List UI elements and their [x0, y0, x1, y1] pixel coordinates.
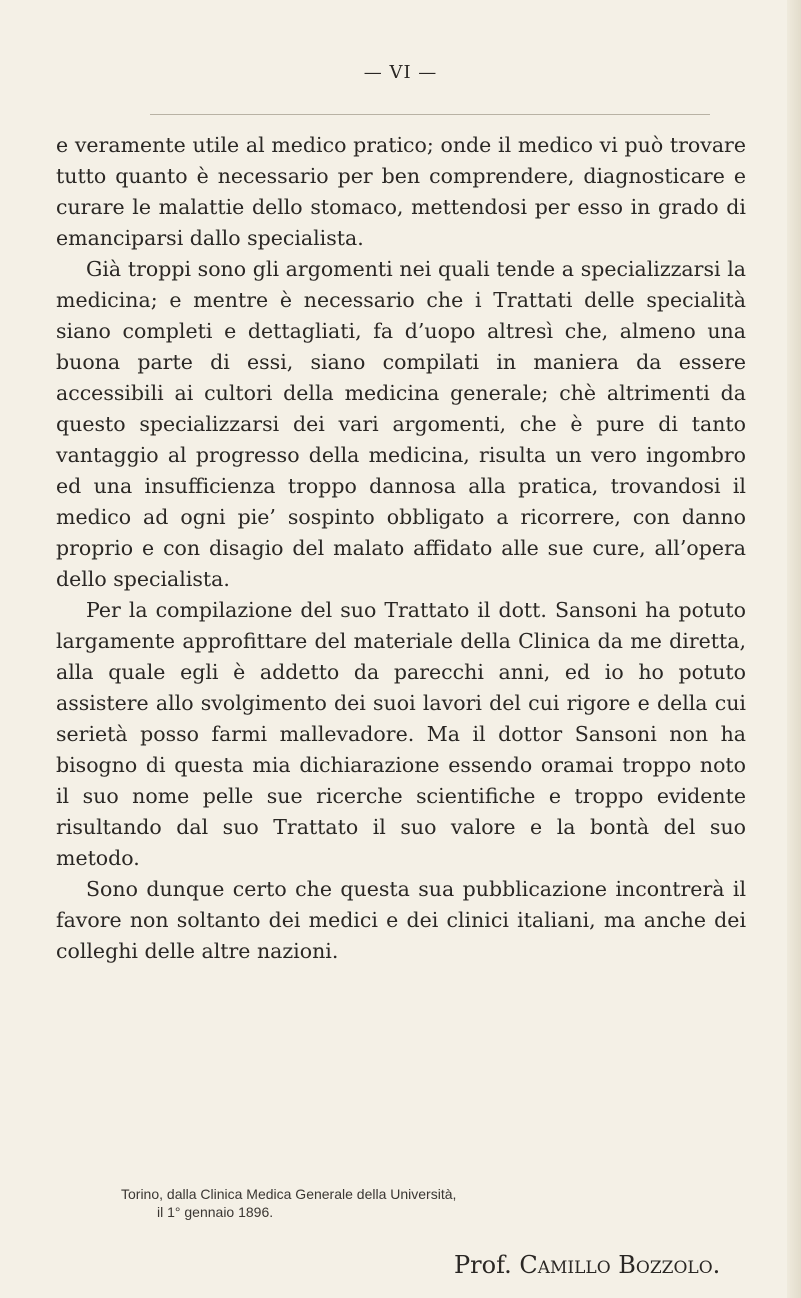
- paragraph: Sono dunque certo che questa sua pubblicazione incontrerà il favore non soltanto dei medici e dei clinici italiani, ma anche dei colleghi delle altre nazioni.: [56, 877, 746, 963]
- signature-name: Camillo Bozzolo.: [519, 1251, 721, 1279]
- header-rule: [150, 114, 710, 115]
- paragraph: Per la compilazione del suo Trattato il dott. Sansoni ha potuto largamente approfittare del materiale della Clinica da me diretta, alla quale egli è addetto da parecchi anni, ed io ho potuto assistere allo svolgimento dei suoi lavori del cui rigore e della cui serietà posso farmi mallevadore. Ma il dottor Sansoni non ha bisogno di questa mia dichiarazione essendo oramai troppo noto il suo nome pelle sue ricerche scientifiche e troppo evidente risultando dal suo Trattato il suo valore e la bontà del suo metodo.: [56, 598, 746, 870]
- dateline-place: Torino, dalla Clinica Medica Generale della Università,: [121, 1186, 457, 1202]
- signature: [454, 1251, 720, 1279]
- body-text: [56, 130, 746, 967]
- dateline-date: il 1° gennaio 1896.: [157, 1204, 274, 1220]
- paragraph: Già troppi sono gli argomenti nei quali tende a specializzarsi la medicina; e mentre è necessario che i Trattati delle specialità siano completi e dettagliati, fa d’uopo altresì che, almeno una buona parte di essi, siano compilati in maniera da essere accessibili ai cultori della medicina generale; chè altrimenti da questo specializzarsi dei vari argomenti, che è pure di tanto vantaggio al progresso della medicina, risulta un vero ingombro ed una insufficienza troppo dannosa alla pratica, trovandosi il medico ad ogni pie’ sospinto obbligato a ricorrere, con danno proprio e con disagio del malato affidato alle sue cure, all’opera dello specialista.: [56, 257, 746, 591]
- page-number: — VI —: [363, 62, 438, 83]
- signature-title: Prof.: [454, 1251, 512, 1279]
- dateline: [121, 1185, 456, 1221]
- paragraph: e veramente utile al medico pratico; onde il medico vi può trovare tutto quanto è necessario per ben comprendere, diagnosticare e curare le malattie dello stomaco, mettendosi per esso in grado di emanciparsi dallo specialista.: [56, 133, 746, 250]
- page-edge: [787, 0, 801, 1298]
